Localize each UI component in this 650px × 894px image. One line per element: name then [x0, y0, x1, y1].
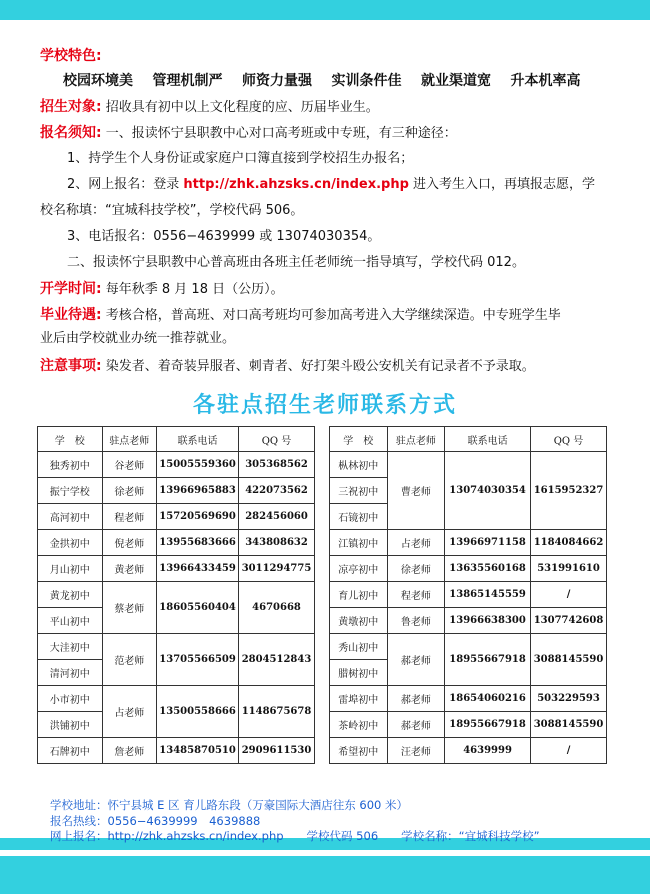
- phone-cell: 4639999: [445, 738, 531, 764]
- header-qq: QQ 号: [239, 427, 315, 452]
- teacher-cell: 占老师: [387, 530, 445, 556]
- phone-cell: 13955683666: [157, 530, 239, 556]
- phone-cell: 13705566509: [157, 634, 239, 686]
- phone-cell: 13635560168: [445, 556, 531, 582]
- table-row: [38, 452, 315, 478]
- table-row: [38, 504, 315, 530]
- table-row: [330, 452, 607, 478]
- school-cell: 凉亭初中: [330, 556, 388, 582]
- right-contact-table: [329, 426, 607, 764]
- table-row: [330, 556, 607, 582]
- enroll-target-label: 招生对象:: [40, 99, 102, 115]
- top-banner-strip: [0, 0, 650, 20]
- table-row: [330, 738, 607, 764]
- school-cell: 振宁学校: [38, 478, 103, 504]
- table-row: [330, 712, 607, 738]
- qq-cell: 531991610: [531, 556, 607, 582]
- teacher-cell: 徐老师: [102, 478, 157, 504]
- feature-item: 校园环境美: [63, 73, 133, 89]
- qq-cell: 2909611530: [239, 738, 315, 764]
- table-row: [38, 530, 315, 556]
- teacher-cell: 郝老师: [387, 634, 445, 686]
- table-row: [38, 686, 315, 712]
- attention-row: [40, 357, 535, 376]
- table-row: [330, 608, 607, 634]
- school-cell: 育儿初中: [330, 582, 388, 608]
- features-label: 学校特色:: [40, 48, 102, 64]
- notes-item1: 1、持学生个人身份证或家庭户口簿直接到学校招生办报名；: [67, 151, 414, 166]
- header-school: 学 校: [38, 427, 103, 452]
- table-header-row: [330, 427, 607, 452]
- table-row: [330, 582, 607, 608]
- phone-cell: 13485870510: [157, 738, 239, 764]
- notes-line2: 二、报读怀宁县职教中心普高班由各班主任老师统一指导填写，学校代码 012。: [67, 255, 525, 270]
- qq-cell: 282456060: [239, 504, 315, 530]
- attention-text: 染发者、着奇装异服者、刺青者、好打架斗殴公安机关有记录者不予录取。: [105, 359, 535, 374]
- school-cell: 腊树初中: [330, 660, 388, 686]
- feature-item: 就业渠道宽: [421, 73, 491, 89]
- qq-cell: 3011294775: [239, 556, 315, 582]
- teacher-cell: 汪老师: [387, 738, 445, 764]
- notes-item2: [67, 176, 595, 194]
- feature-item: 师资力量强: [242, 73, 312, 89]
- teacher-cell: 谷老师: [102, 452, 157, 478]
- school-cell: 石牌初中: [38, 738, 103, 764]
- teacher-cell: 郝老师: [387, 686, 445, 712]
- graduation-text1: 考核合格，普高班、对口高考班均可参加高考进入大学继续深造。中专班学生毕: [105, 308, 561, 323]
- enroll-target-row: [40, 98, 379, 117]
- phone-cell: 13500558666: [157, 686, 239, 738]
- notes-line1: 一、报读怀宁县职教中心对口高考班或中专班，有三种途径：: [105, 126, 457, 141]
- qq-cell: 305368562: [239, 452, 315, 478]
- feature-item: 升本机率高: [510, 73, 581, 89]
- bottom-stripe: [0, 850, 650, 856]
- table-row: [330, 686, 607, 712]
- school-cell: 黄墩初中: [330, 608, 388, 634]
- graduation-label: 毕业待遇:: [40, 307, 102, 323]
- school-cell: 希望初中: [330, 738, 388, 764]
- table-row: [38, 738, 315, 764]
- table-header-row: [38, 427, 315, 452]
- phone-cell: 15005559360: [157, 452, 239, 478]
- header-school: 学 校: [330, 427, 388, 452]
- notes-item2-pre: 2、网上报名：登录: [67, 177, 180, 192]
- notes-item2-post: 进入考生入口，再填报志愿，学: [413, 177, 596, 192]
- notes-row: [40, 124, 457, 143]
- qq-cell: /: [531, 582, 607, 608]
- feature-item: 实训条件佳: [331, 73, 402, 89]
- qq-cell: 4670668: [239, 582, 315, 634]
- phone-cell: 13966965883: [157, 478, 239, 504]
- header-teacher: 驻点老师: [102, 427, 157, 452]
- qq-cell: /: [531, 738, 607, 764]
- teacher-cell: 徐老师: [387, 556, 445, 582]
- table-row: [38, 478, 315, 504]
- table-row: [38, 582, 315, 608]
- qq-cell: 1184084662: [531, 530, 607, 556]
- header-phone: 联系电话: [157, 427, 239, 452]
- footer-address: 学校地址：怀宁县城 E 区 育儿路东段（万豪国际大酒店往东 600 米）: [50, 798, 408, 812]
- phone-cell: 13966971158: [445, 530, 531, 556]
- table-title: 各驻点招生老师联系方式: [192, 392, 457, 418]
- teacher-cell: 范老师: [102, 634, 157, 686]
- school-cell: 三祝初中: [330, 478, 388, 504]
- table-row: [38, 634, 315, 660]
- left-contact-table: [37, 426, 315, 764]
- school-cell: 枞林初中: [330, 452, 388, 478]
- teacher-cell: 詹老师: [102, 738, 157, 764]
- footer-hotline: 报名热线：0556−4639999 4639888: [50, 814, 261, 828]
- teacher-cell: 鲁老师: [387, 608, 445, 634]
- school-cell: 茶岭初中: [330, 712, 388, 738]
- attention-label: 注意事项:: [40, 358, 102, 374]
- table-row: [38, 556, 315, 582]
- phone-cell: 15720569690: [157, 504, 239, 530]
- teacher-cell: 倪老师: [102, 530, 157, 556]
- teacher-cell: 程老师: [387, 582, 445, 608]
- school-cell: 雷埠初中: [330, 686, 388, 712]
- qq-cell: 422073562: [239, 478, 315, 504]
- school-cell: 大洼初中: [38, 634, 103, 660]
- start-time-row: [40, 280, 284, 299]
- phone-cell: 13966433459: [157, 556, 239, 582]
- teacher-cell: 曹老师: [387, 452, 445, 530]
- qq-cell: 503229593: [531, 686, 607, 712]
- notes-item3: 3、电话报名：0556−4639999 或 13074030354。: [67, 229, 381, 244]
- school-cell: 石镜初中: [330, 504, 388, 530]
- header-qq: QQ 号: [531, 427, 607, 452]
- qq-cell: 1307742608: [531, 608, 607, 634]
- phone-cell: 13865145559: [445, 582, 531, 608]
- school-cell: 高河初中: [38, 504, 103, 530]
- qq-cell: 343808632: [239, 530, 315, 556]
- school-cell: 秀山初中: [330, 634, 388, 660]
- school-cell: 江镇初中: [330, 530, 388, 556]
- school-cell: 独秀初中: [38, 452, 103, 478]
- school-cell: 平山初中: [38, 608, 103, 634]
- school-cell: 小市初中: [38, 686, 103, 712]
- features-list: [63, 72, 581, 90]
- school-cell: 月山初中: [38, 556, 103, 582]
- graduation-row: [40, 306, 561, 325]
- bottom-banner-strip: [0, 838, 650, 894]
- teacher-cell: 黄老师: [102, 556, 157, 582]
- start-time-text: 每年秋季 8 月 18 日（公历）。: [105, 282, 284, 297]
- phone-cell: 18955667918: [445, 712, 531, 738]
- header-teacher: 驻点老师: [387, 427, 445, 452]
- graduation-text2: 业后由学校就业办统一推荐就业。: [40, 331, 236, 346]
- phone-cell: 13966638300: [445, 608, 531, 634]
- qq-cell: 1148675678: [239, 686, 315, 738]
- table-row: [330, 530, 607, 556]
- qq-cell: 3088145590: [531, 712, 607, 738]
- header-phone: 联系电话: [445, 427, 531, 452]
- school-cell: 黄龙初中: [38, 582, 103, 608]
- qq-cell: 2804512843: [239, 634, 315, 686]
- table-row: [330, 634, 607, 660]
- qq-cell: 3088145590: [531, 634, 607, 686]
- start-time-label: 开学时间:: [40, 281, 102, 297]
- teacher-cell: 蔡老师: [102, 582, 157, 634]
- phone-cell: 18955667918: [445, 634, 531, 686]
- teacher-cell: 郝老师: [387, 712, 445, 738]
- school-cell: 洪铺初中: [38, 712, 103, 738]
- footer-online: 网上报名：http://zhk.ahzsks.cn/index.php 学校代码 506 学校名称：“宜城科技学校”: [50, 829, 540, 843]
- notes-label: 报名须知:: [40, 125, 102, 141]
- feature-item: 管理机制严: [152, 73, 223, 89]
- school-cell: 清河初中: [38, 660, 103, 686]
- teacher-cell: 程老师: [102, 504, 157, 530]
- qq-cell: 1615952327: [531, 452, 607, 530]
- phone-cell: 13074030354: [445, 452, 531, 530]
- notes-item2-cont: 校名称填：“宜城科技学校”，学校代码 506。: [40, 203, 304, 218]
- registration-url-link[interactable]: http://zhk.ahzsks.cn/index.php: [183, 177, 409, 192]
- phone-cell: 18654060216: [445, 686, 531, 712]
- phone-cell: 18605560404: [157, 582, 239, 634]
- school-cell: 金拱初中: [38, 530, 103, 556]
- enroll-target-text: 招收具有初中以上文化程度的应、历届毕业生。: [105, 100, 379, 115]
- teacher-cell: 占老师: [102, 686, 157, 738]
